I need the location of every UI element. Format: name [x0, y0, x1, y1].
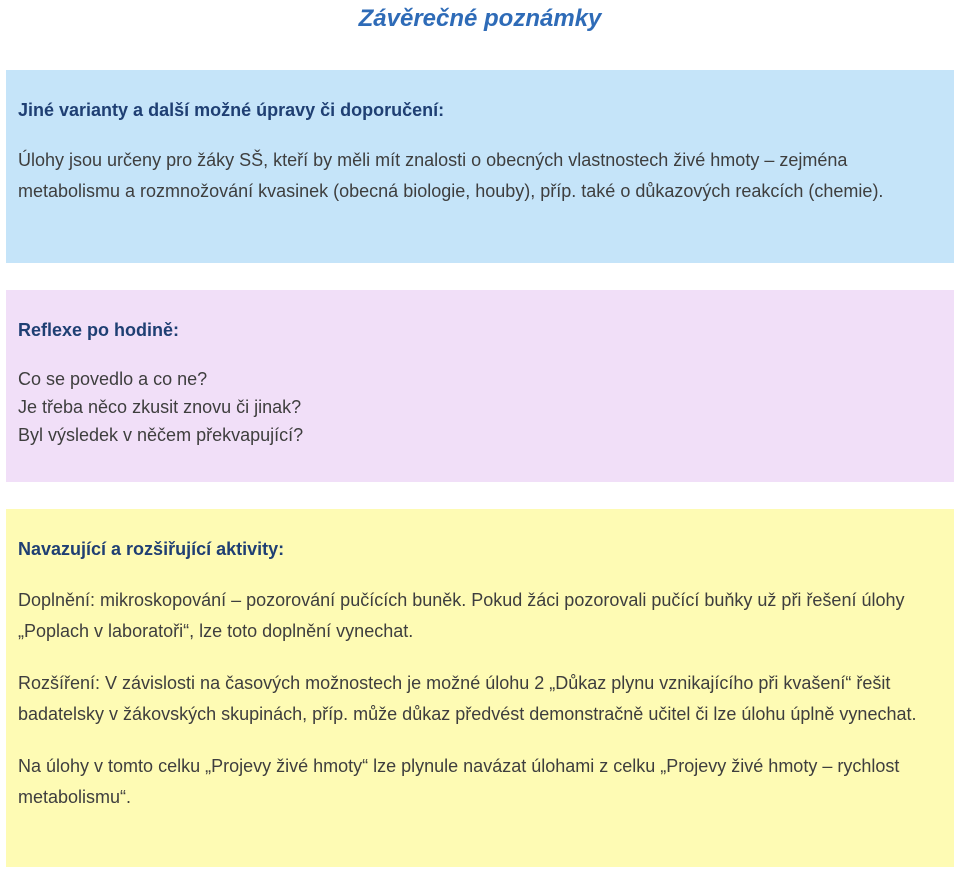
variants-section: [6, 70, 954, 263]
reflection-heading: Reflexe po hodině:: [18, 320, 180, 340]
reflection-section: [6, 290, 954, 482]
variants-text: Úlohy jsou určeny pro žáky SŠ, kteří by měli mít znalosti o obecných vlastnostech živé hmoty – zejména metabolismu a rozmnožování kvasinek (obecná biologie, houby), příp. také o důkazových reakcích (chemie).: [18, 150, 884, 201]
page-title: Závěrečné poznámky: [358, 5, 602, 32]
variants-heading: Jiné varianty a další možné úpravy či doporučení:: [18, 100, 445, 120]
activities-section: [6, 509, 954, 867]
reflection-question: Co se povedlo a co ne?: [18, 369, 208, 389]
activities-follow-up: Na úlohy v tomto celku „Projevy živé hmoty“ lze plynule navázat úlohami z celku „Projevy živé hmoty – rychlost metabolismu“.: [18, 756, 900, 807]
activities-heading: Navazující a rozšiřující aktivity:: [18, 539, 285, 559]
activities-extension: Rozšíření: V závislosti na časových možnostech je možné úlohu 2 „Důkaz plynu vznikajícího při kvašení“ řešit badatelsky v žákovských skupinách, příp. může důkaz předvést demonstračně učitel či lze úlohu úplně vynechat.: [18, 673, 917, 724]
reflection-question: Je třeba něco zkusit znovu či jinak?: [18, 397, 302, 417]
activities-supplement: Doplnění: mikroskopování – pozorování pučících buněk. Pokud žáci pozorovali pučící buňky už při řešení úlohy „Poplach v laboratoři“, lze toto doplnění vynechat.: [18, 590, 905, 641]
reflection-question: Byl výsledek v něčem překvapující?: [18, 425, 304, 445]
reflection-questions: [18, 365, 942, 449]
